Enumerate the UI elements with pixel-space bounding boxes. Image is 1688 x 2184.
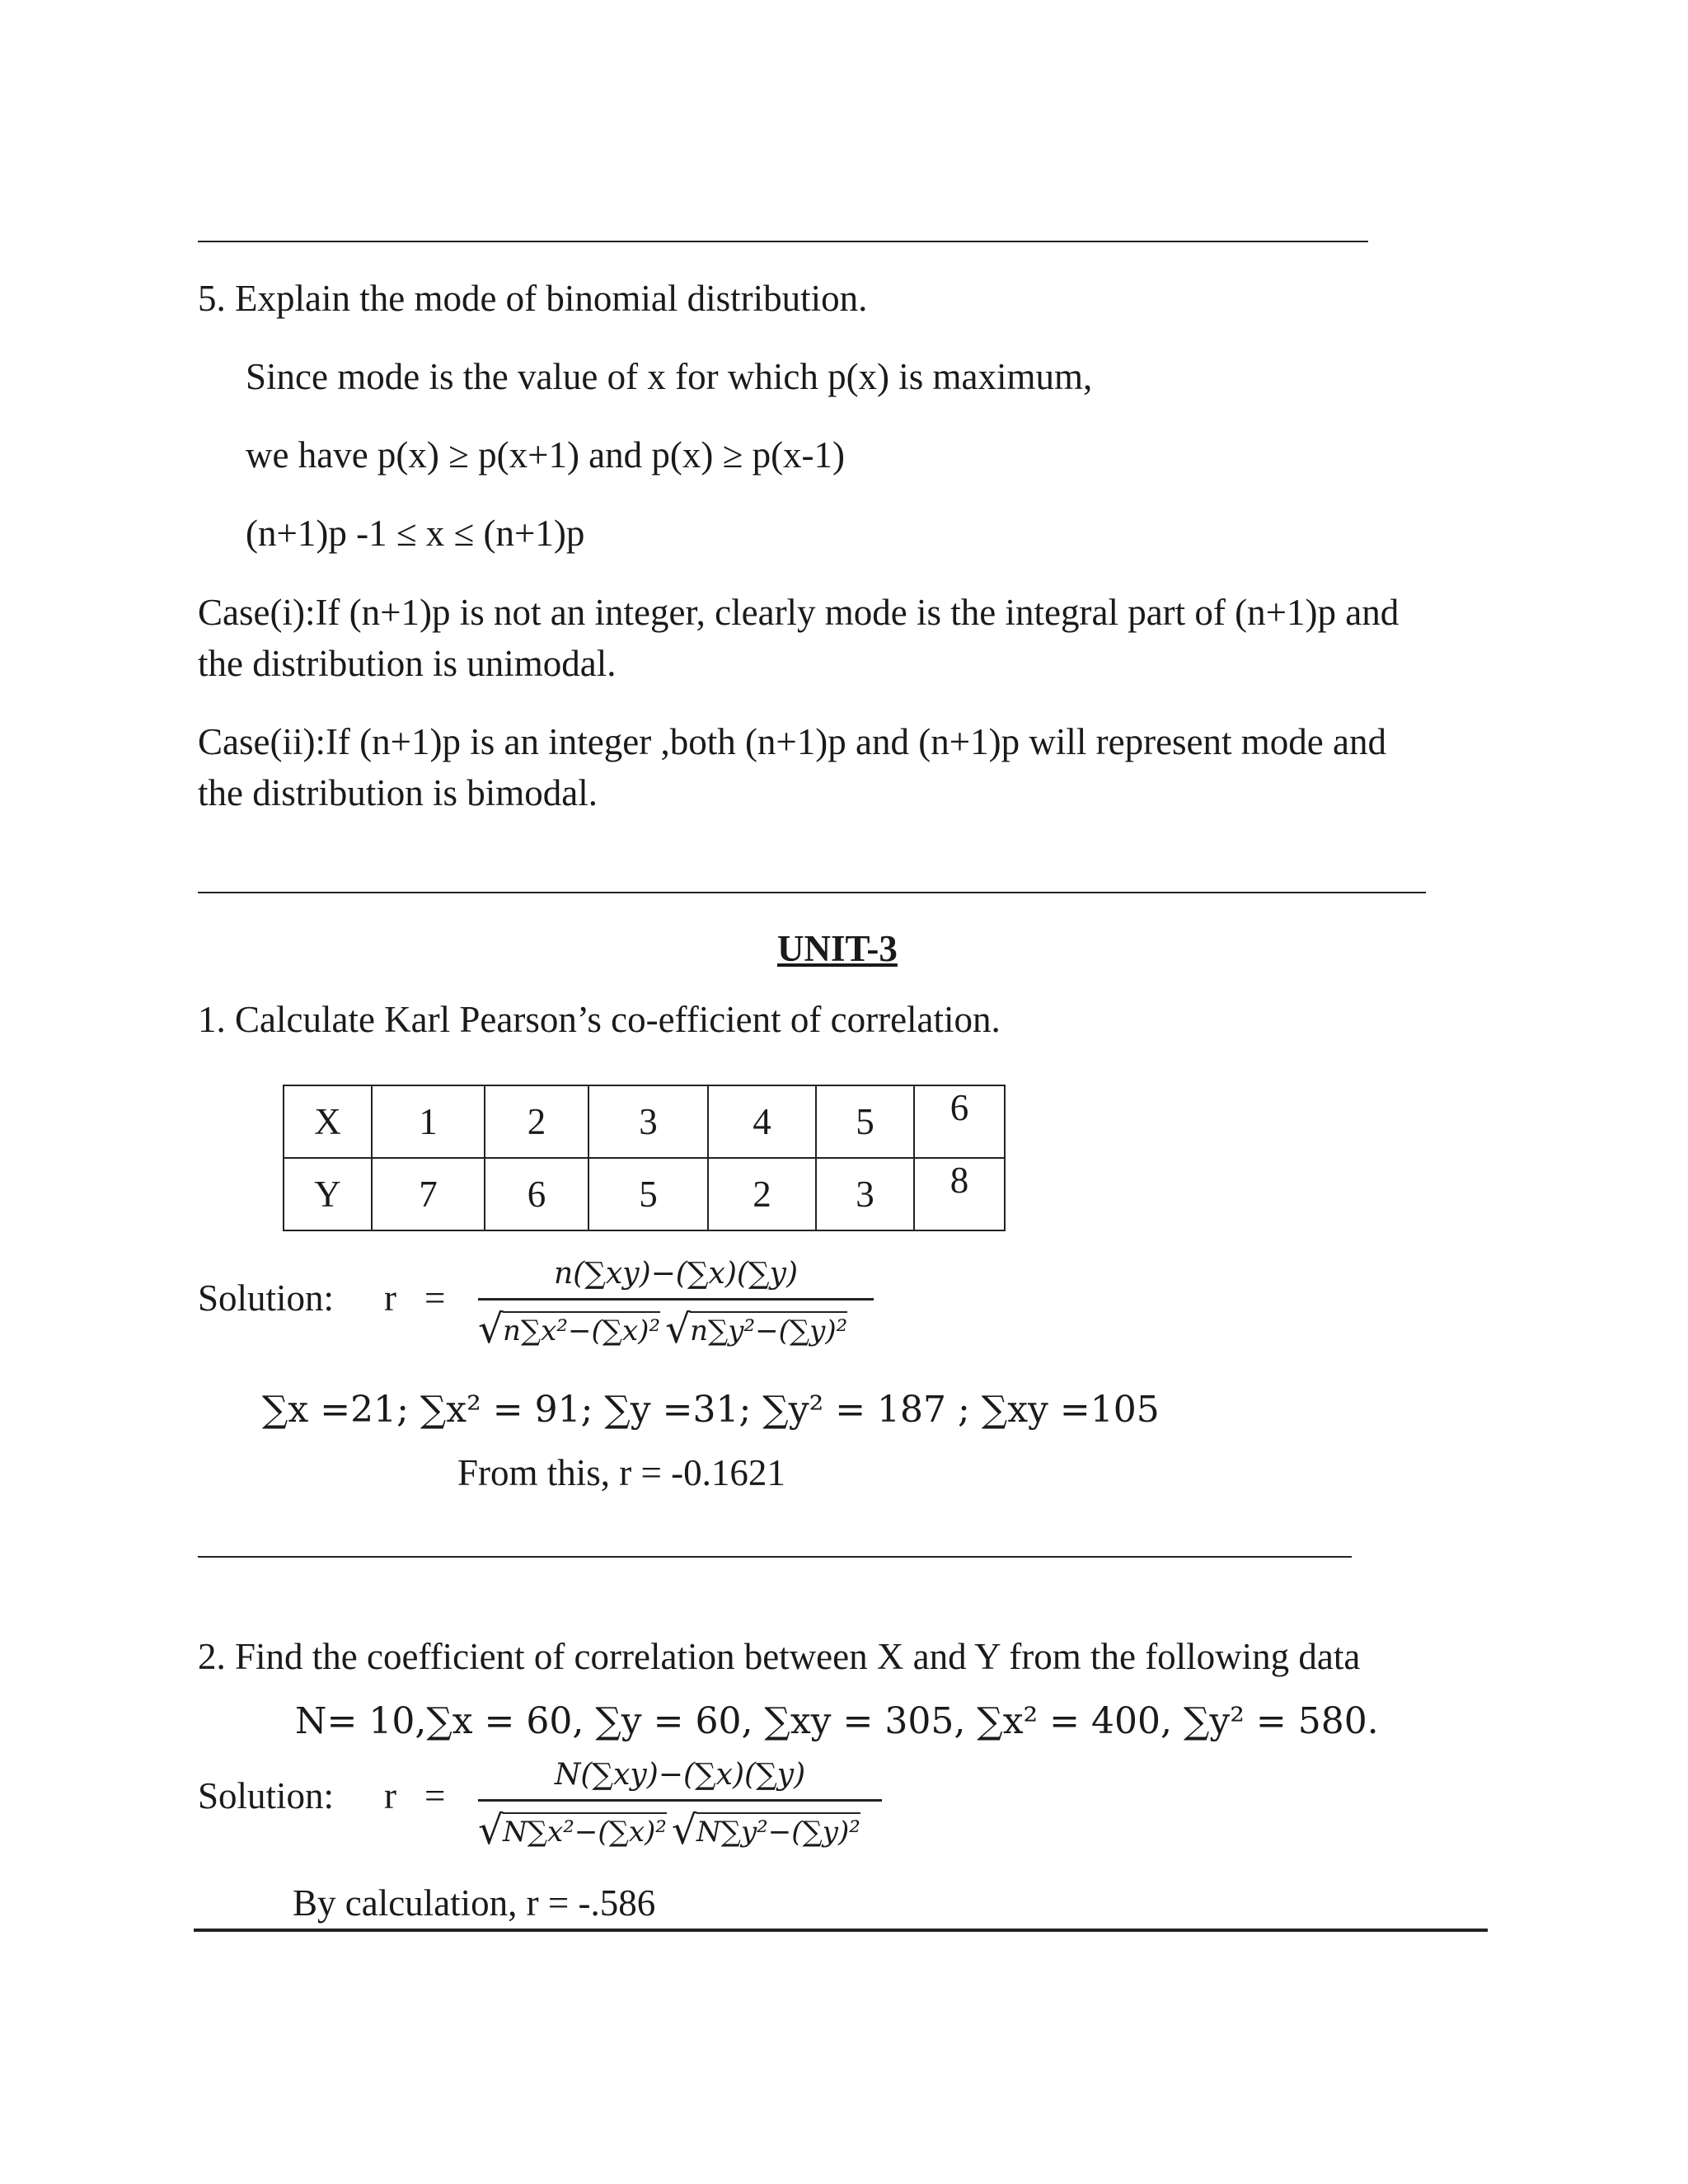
table-cell: 3 — [588, 1085, 708, 1158]
formula-denominator — [478, 1807, 865, 1854]
square-root-icon: √ n∑y²−(∑y)² — [665, 1306, 848, 1352]
q5-case-2-line-1: Case(ii):If (n+1)p is an integer ,both (n+1)p and (n+1)p will represent mode and — [198, 721, 1386, 762]
divider-top — [198, 241, 1368, 242]
table-cell: 3 — [816, 1158, 914, 1230]
q1-sums: ∑x =21; ∑x² = 91; ∑y =31; ∑y² = 187 ; ∑xy =105 — [262, 1389, 1160, 1431]
q1-r-symbol: r — [384, 1277, 396, 1319]
denominator-right: N∑y²−(∑y)² — [696, 1812, 860, 1849]
q2-given-data: N= 10,∑x = 60, ∑y = 60, ∑xy = 305, ∑x² = 400, ∑y² = 580. — [295, 1700, 1379, 1742]
table-cell: 5 — [588, 1158, 708, 1230]
table-cell: 2 — [485, 1085, 588, 1158]
divider-lower — [198, 1556, 1352, 1558]
fraction-bar — [478, 1799, 882, 1802]
table-cell: 2 — [708, 1158, 816, 1230]
q5-case-2-line-2: the distribution is bimodal. — [198, 772, 598, 813]
q2-solution-label: Solution: — [198, 1775, 335, 1816]
q1-equals-sign: = — [424, 1277, 446, 1319]
denominator-left: n∑x²−(∑x)² — [503, 1311, 660, 1347]
question-5-title: 5. Explain the mode of binomial distribution. — [198, 278, 868, 319]
q5-line-1: Since mode is the value of x for which p(x) is maximum, — [246, 356, 1093, 397]
fraction-bar — [478, 1298, 874, 1301]
table-cell: 1 — [372, 1085, 485, 1158]
q1-result: From this, r = -0.1621 — [457, 1452, 785, 1493]
q5-line-3: (n+1)p -1 ≤ x ≤ (n+1)p — [246, 513, 585, 554]
table-cell: 5 — [816, 1085, 914, 1158]
q2-r-symbol: r — [384, 1775, 396, 1816]
divider-bottom-thick — [194, 1929, 1488, 1932]
table-cell: 8 — [914, 1158, 1005, 1230]
formula-numerator: N(∑xy)−(∑x)(∑y) — [554, 1758, 806, 1792]
q5-case-1-line-1: Case(i):If (n+1)p is not an integer, clearly mode is the integral part of (n+1)p and — [198, 592, 1400, 633]
square-root-icon: √ N∑y²−(∑y)² — [671, 1807, 860, 1854]
table-cell: 4 — [708, 1085, 816, 1158]
q2-correlation-formula — [478, 1758, 882, 1865]
question-2-title: 2. Find the coefficient of correlation between X and Y from the following data — [198, 1636, 1361, 1677]
denominator-right: n∑y²−(∑y)² — [690, 1311, 847, 1347]
q5-case-1-line-2: the distribution is unimodal. — [198, 643, 617, 684]
table-cell: 7 — [372, 1158, 485, 1230]
square-root-icon: √ N∑x²−(∑x)² — [478, 1807, 667, 1854]
table-cell: 6 — [485, 1158, 588, 1230]
table-cell: 6 — [914, 1085, 1005, 1158]
table-cell: Y — [284, 1158, 372, 1230]
table-row-y — [284, 1158, 1005, 1230]
square-root-icon: √ n∑x²−(∑x)² — [478, 1306, 661, 1352]
question-1-title: 1. Calculate Karl Pearson’s co-efficient of correlation. — [198, 999, 1001, 1040]
divider-middle — [198, 892, 1426, 893]
q2-result: By calculation, r = -.586 — [293, 1882, 656, 1924]
xy-data-table — [283, 1085, 1006, 1231]
q2-equals-sign: = — [424, 1775, 446, 1816]
formula-numerator: n(∑xy)−(∑x)(∑y) — [554, 1257, 798, 1291]
denominator-left: N∑x²−(∑x)² — [503, 1812, 667, 1849]
unit-heading: UNIT-3 — [777, 928, 898, 969]
table-row-x — [284, 1085, 1005, 1158]
q5-line-2: we have p(x) ≥ p(x+1) and p(x) ≥ p(x-1) — [246, 434, 846, 476]
q1-correlation-formula — [478, 1257, 874, 1364]
formula-denominator — [478, 1306, 852, 1352]
table-cell: X — [284, 1085, 372, 1158]
q1-solution-label: Solution: — [198, 1277, 335, 1319]
